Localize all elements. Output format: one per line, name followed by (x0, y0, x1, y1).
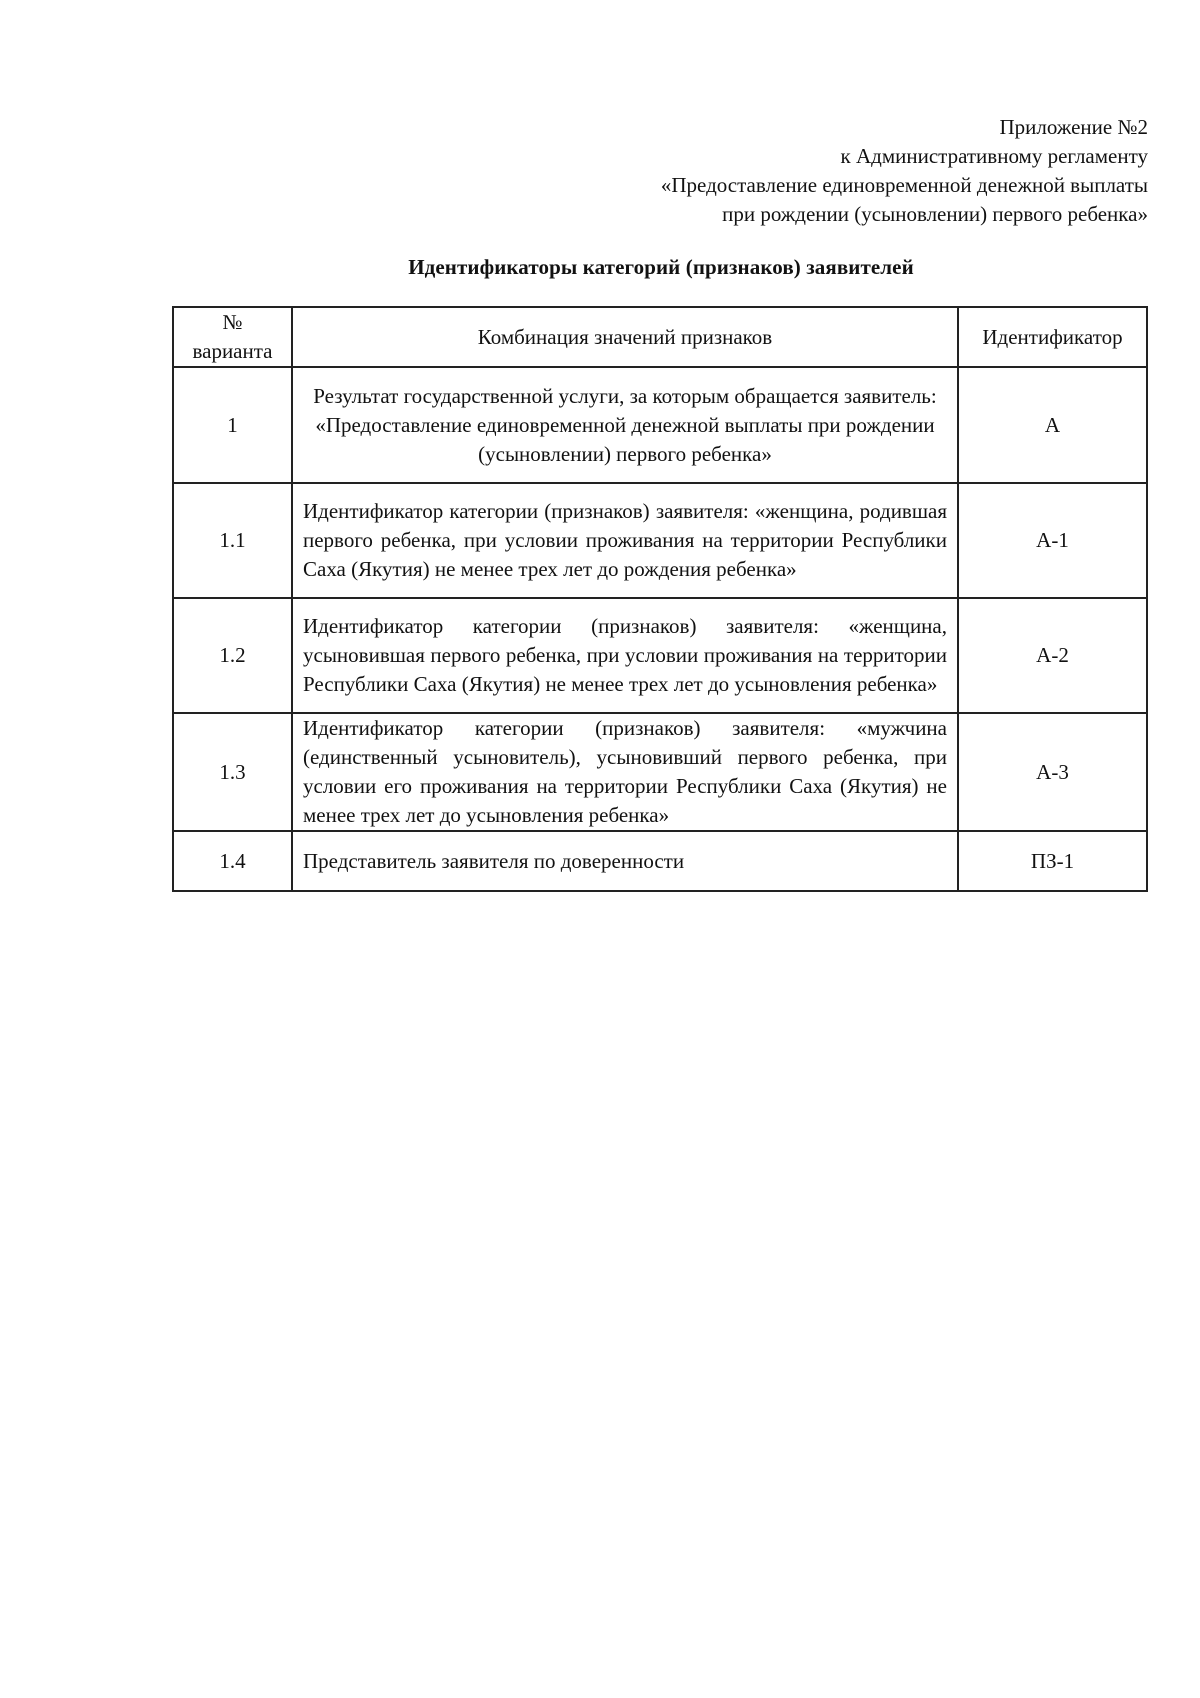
appendix-reference: к Административному регламенту (840, 144, 1148, 168)
document-title: Идентификаторы категорий (признаков) заявителей (408, 255, 914, 279)
variant-cell: 1.1 (173, 483, 292, 598)
identifier-cell: А-1 (958, 483, 1147, 598)
combination-cell: Результат государственной услуги, за которым обращается заявитель: «Предоставление единовременной денежной выплаты при рождении (усыновлении) первого ребенка» (292, 367, 958, 483)
combination-cell: Идентификатор категории (признаков) заявителя: «женщина, усыновившая первого ребенка, при условии проживания на территории Республики Саха (Якутия) не менее трех лет до усыновления ребенка» (292, 598, 958, 713)
identifier-cell: А-2 (958, 598, 1147, 713)
table-row (173, 713, 1147, 831)
variant-cell: 1.4 (173, 831, 292, 891)
variant-cell: 1 (173, 367, 292, 483)
appendix-regulation-name-line2: при рождении (усыновлении) первого ребенка» (722, 202, 1148, 226)
identifier-cell: А-3 (958, 713, 1147, 831)
table-row (173, 598, 1147, 713)
identifiers-table (172, 306, 1148, 892)
table-row (173, 367, 1147, 483)
identifier-cell: ПЗ-1 (958, 831, 1147, 891)
identifier-cell: А (958, 367, 1147, 483)
appendix-regulation-name-line1: «Предоставление единовременной денежной выплаты (660, 173, 1148, 197)
table-row (173, 483, 1147, 598)
table-row (173, 831, 1147, 891)
combination-cell: Идентификатор категории (признаков) заявителя: «мужчина (единственный усыновитель), усыновивший первого ребенка, при условии его проживания на территории Республики Саха (Якутия) не менее трех лет до усыновления ребенка» (292, 713, 958, 831)
appendix-number: Приложение №2 (999, 115, 1148, 139)
appendix-header (448, 113, 1148, 229)
column-header-identifier: Идентификатор (958, 307, 1147, 367)
variant-cell: 1.2 (173, 598, 292, 713)
variant-cell: 1.3 (173, 713, 292, 831)
column-header-combination: Комбинация значений признаков (292, 307, 958, 367)
combination-cell: Представитель заявителя по доверенности (292, 831, 958, 891)
combination-cell: Идентификатор категории (признаков) заявителя: «женщина, родившая первого ребенка, при условии проживания на территории Республики Саха (Якутия) не менее трех лет до рождения ребенка» (292, 483, 958, 598)
table-header-row (173, 307, 1147, 367)
column-header-variant: № варианта (173, 307, 292, 367)
